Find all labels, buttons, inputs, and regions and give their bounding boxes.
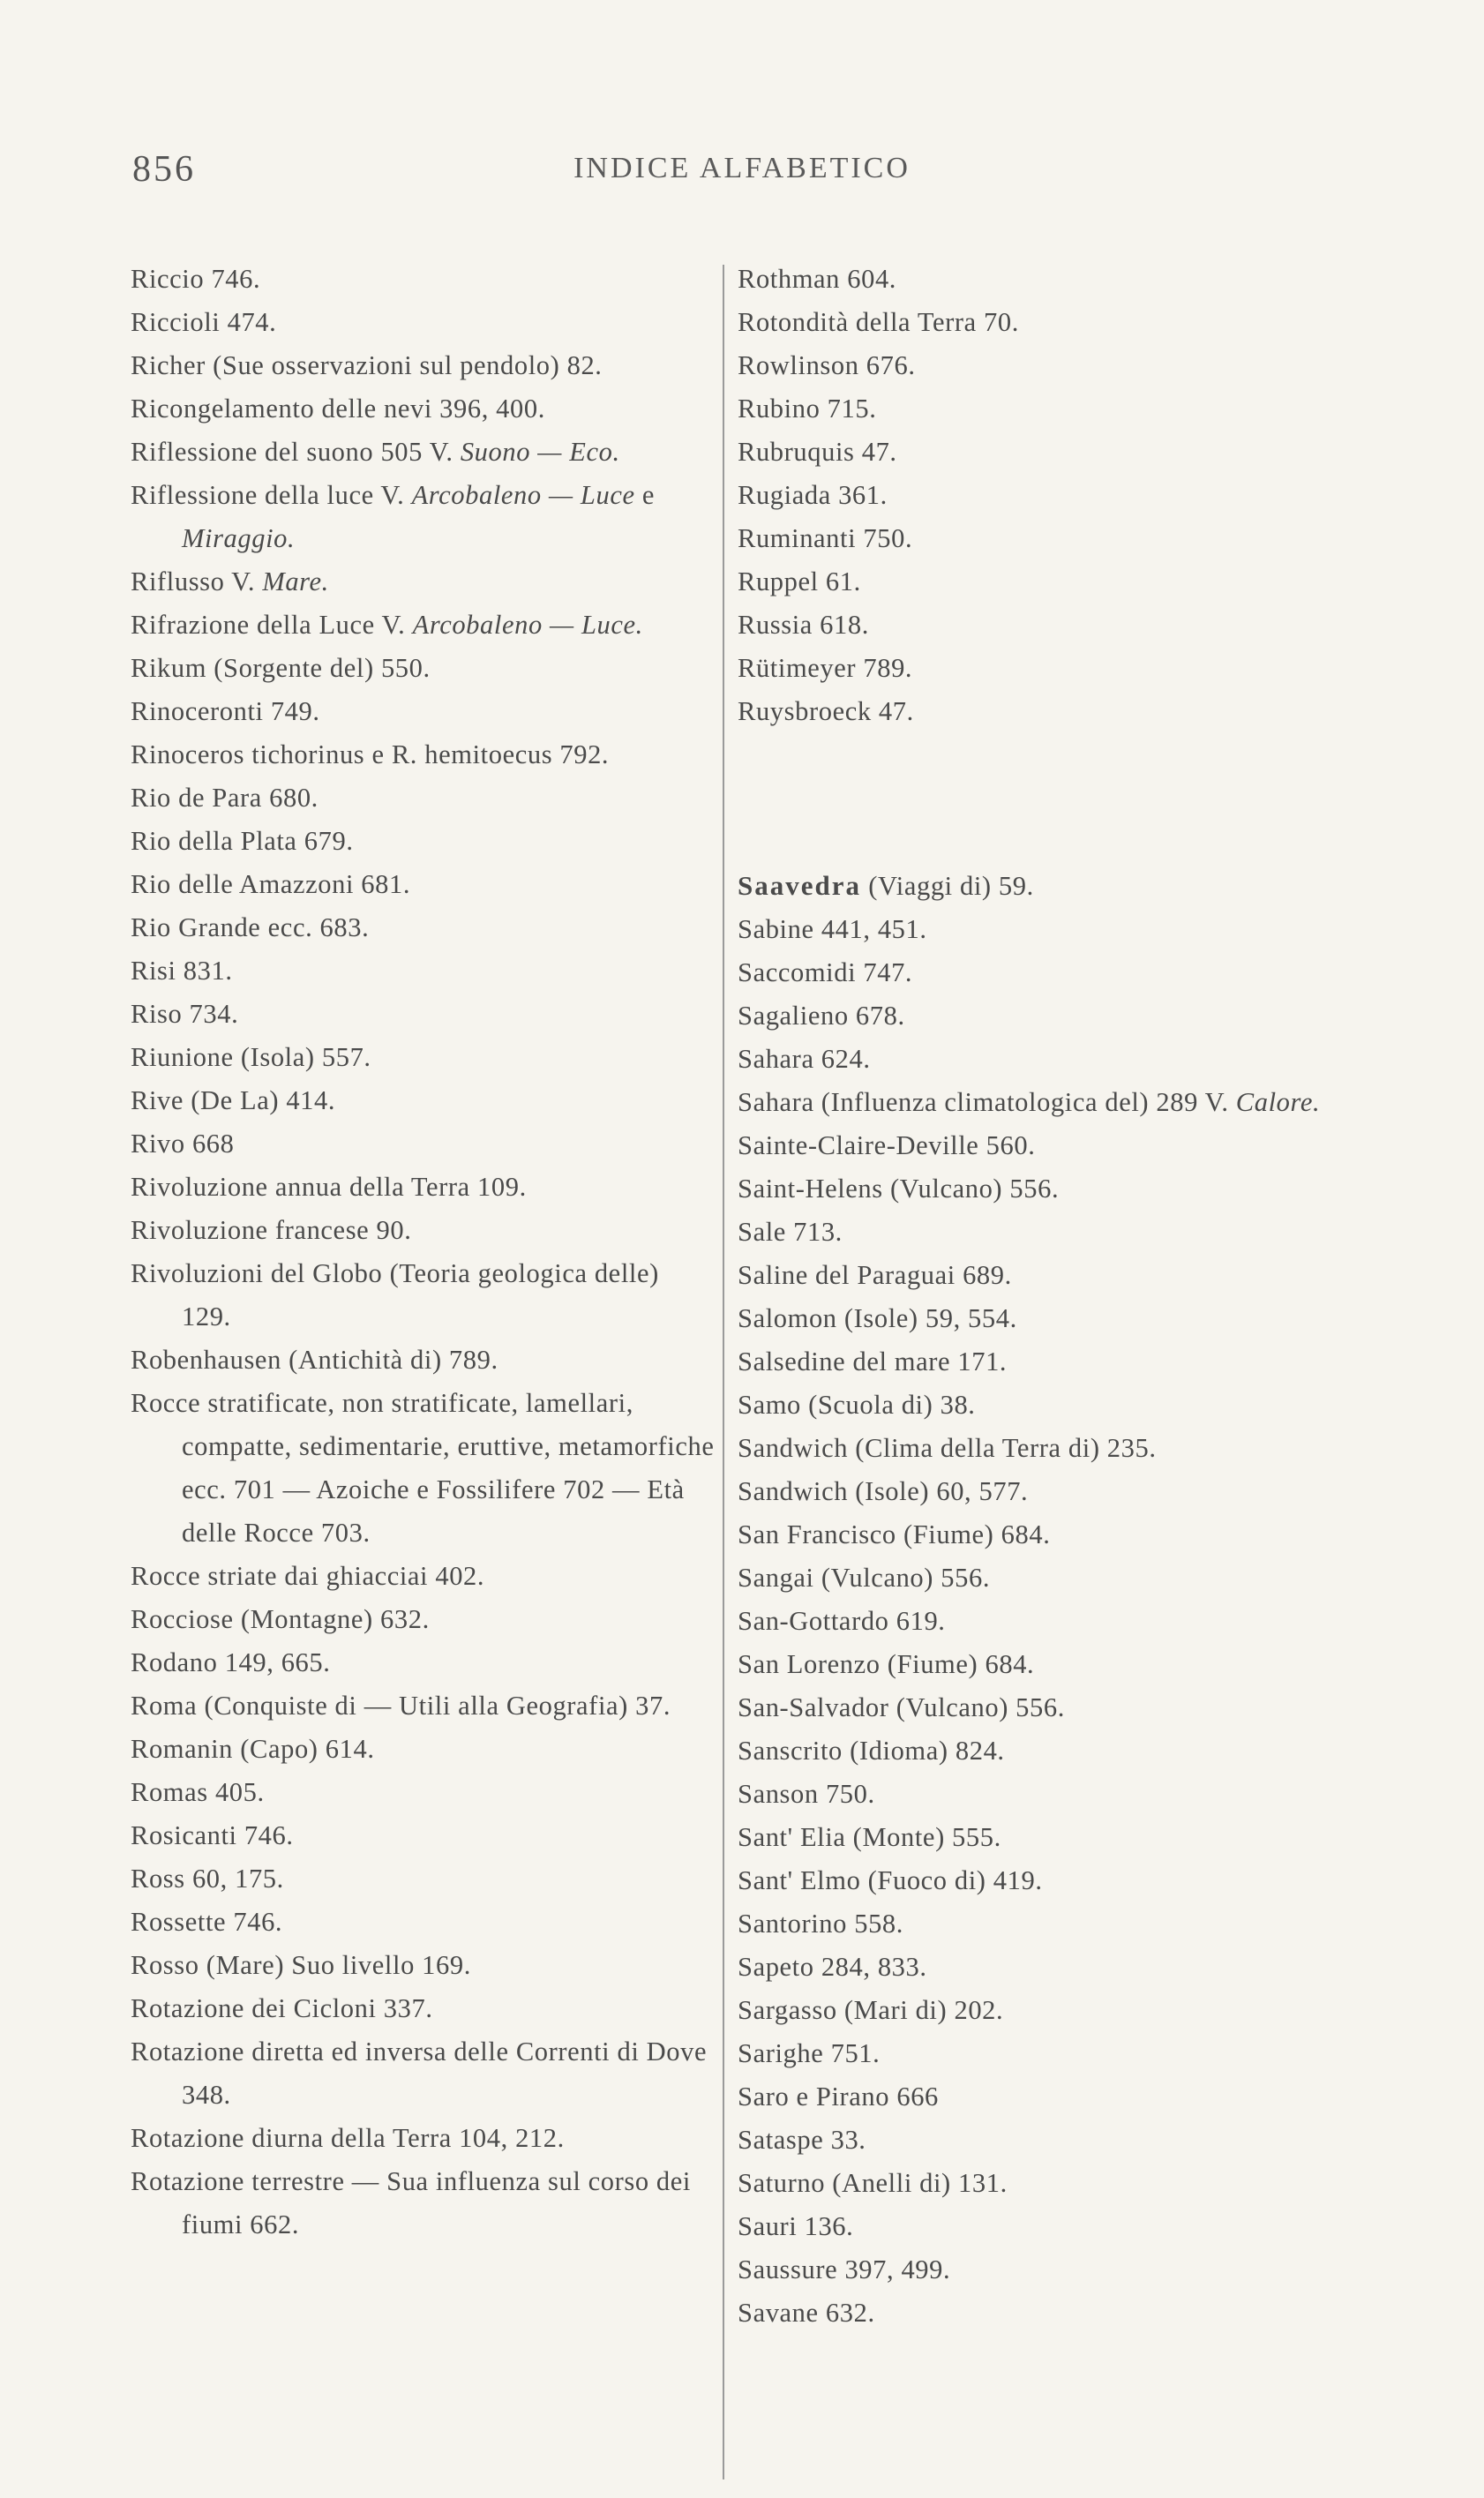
entry-text: Riccioli 474. [131, 307, 277, 337]
index-entry [738, 647, 1435, 690]
index-entry [738, 1773, 1435, 1816]
index-entry [738, 1340, 1435, 1384]
index-entry [131, 604, 715, 647]
entry-text: Sandwich (Clima della Terra di) 235. [738, 1433, 1157, 1463]
index-entry [738, 994, 1435, 1038]
entry-text: Ruminanti 750. [738, 523, 913, 553]
index-entry [131, 301, 715, 344]
entry-text: Rotazione terrestre — Sua influenza sul corso dei fiumi 662. [131, 2166, 691, 2239]
entry-text: Rubino 715. [738, 394, 877, 424]
index-entry [131, 1209, 715, 1252]
index-entry [738, 2075, 1435, 2119]
index-entry [738, 560, 1435, 604]
entry-text: Rikum (Sorgente del) 550. [131, 653, 431, 683]
index-entry [131, 1598, 715, 1641]
index-entry [738, 1600, 1435, 1643]
index-entry [131, 560, 715, 604]
index-entry [738, 301, 1435, 344]
entry-text: Romas 405. [131, 1777, 265, 1807]
entry-text: Salomon (Isole) 59, 554. [738, 1303, 1017, 1333]
index-entry [738, 1643, 1435, 1686]
index-entry [738, 1686, 1435, 1729]
entry-text: Riunione (Isola) 557. [131, 1042, 371, 1072]
entry-text: Rifrazione della Luce V. [131, 610, 413, 640]
index-entry [131, 1987, 715, 2030]
entry-text: Rio de Para 680. [131, 783, 319, 813]
entry-text: Ruysbroeck 47. [738, 696, 914, 726]
entry-text: Ross 60, 175. [131, 1864, 284, 1894]
entry-text: Saint-Helens (Vulcano) 556. [738, 1174, 1060, 1204]
index-entry [738, 1038, 1435, 1081]
entry-text: Ruppel 61. [738, 566, 861, 596]
index-entry [131, 1901, 715, 1944]
entry-text: Rive (De La) 414. [131, 1085, 336, 1115]
index-entry [738, 1902, 1435, 1946]
entry-text: Romanin (Capo) 614. [131, 1734, 375, 1764]
entry-text: Saturno (Anelli di) 131. [738, 2168, 1008, 2198]
index-entry [738, 1124, 1435, 1167]
index-entry [131, 2117, 715, 2160]
entry-text: Rubruquis 47. [738, 437, 897, 467]
index-entry [131, 820, 715, 863]
entry-text: Rossette 746. [131, 1907, 283, 1937]
index-entry [131, 1728, 715, 1771]
entry-text: Rotondità della Terra 70. [738, 307, 1019, 337]
index-entry [131, 949, 715, 993]
entry-text: Sanscrito (Idioma) 824. [738, 1736, 1005, 1766]
entry-text: Sanson 750. [738, 1779, 875, 1809]
entry-text: Riflessione della luce V. [131, 480, 412, 510]
index-entry [131, 2160, 715, 2247]
index-entry [738, 1816, 1435, 1859]
entry-text: Savane 632. [738, 2298, 875, 2328]
index-entry [131, 647, 715, 690]
index-entry [131, 906, 715, 949]
index-entry [131, 1252, 715, 1339]
entry-reference: Arcobaleno — Luce [411, 480, 635, 510]
index-entry [738, 1859, 1435, 1902]
entry-text: Rivoluzione annua della Terra 109. [131, 1172, 527, 1202]
index-entry [738, 517, 1435, 560]
entry-text: Sauri 136. [738, 2211, 854, 2241]
entry-text: Sale 713. [738, 1217, 843, 1247]
entry-text: Sargasso (Mari di) 202. [738, 1995, 1004, 2025]
index-entry [738, 2248, 1435, 2292]
index-entry [131, 1555, 715, 1598]
entry-text: Risi 831. [131, 956, 233, 986]
index-entry [131, 993, 715, 1036]
entry-text: Ricongelamento delle nevi 396, 400. [131, 394, 545, 424]
entry-text: Rothman 604. [738, 264, 897, 294]
entry-text: Rotazione diretta ed inversa delle Correnti di Dove 348. [131, 2037, 708, 2110]
index-entry [738, 344, 1435, 387]
index-entry [738, 1729, 1435, 1773]
entry-text: Sarighe 751. [738, 2038, 881, 2068]
entry-text: Sant' Elmo (Fuoco di) 419. [738, 1865, 1043, 1895]
index-entry [738, 2032, 1435, 2075]
entry-text: e [634, 480, 655, 510]
index-entry [131, 776, 715, 820]
index-entry [738, 864, 1435, 908]
entry-text: Saccomidi 747. [738, 957, 913, 987]
index-entry [738, 690, 1435, 733]
index-entry [738, 431, 1435, 474]
section-gap [738, 733, 1435, 864]
entry-text: Rinoceros tichorinus e R. hemitoecus 792. [131, 739, 610, 769]
entry-text: Sahara (Influenza climatologica del) 289 V. [738, 1087, 1236, 1117]
entry-text: Robenhausen (Antichità di) 789. [131, 1345, 498, 1375]
entry-text: Sapeto 284, 833. [738, 1952, 927, 1982]
entry-text: Rugiada 361. [738, 480, 888, 510]
index-entry [131, 387, 715, 431]
entry-text: Rocce striate dai ghiacciai 402. [131, 1561, 485, 1591]
index-entry [131, 431, 715, 474]
index-entry [738, 1989, 1435, 2032]
index-entry [131, 1339, 715, 1382]
entry-text: Rivoluzione francese 90. [131, 1215, 412, 1245]
index-entry [131, 1641, 715, 1684]
index-entry [738, 1946, 1435, 1989]
entry-text: Salsedine del mare 171. [738, 1347, 1008, 1377]
index-entry [131, 1036, 715, 1079]
entry-text: San-Salvador (Vulcano) 556. [738, 1692, 1065, 1722]
index-entry [738, 1470, 1435, 1513]
entry-text: Rowlinson 676. [738, 350, 916, 380]
index-entry [738, 474, 1435, 517]
entry-text: Riso 734. [131, 999, 239, 1029]
page-number: 856 [132, 149, 196, 190]
entry-text: Rio della Plata 679. [131, 826, 354, 856]
entry-text: Saussure 397, 499. [738, 2254, 951, 2284]
entry-text: Rio Grande ecc. 683. [131, 912, 370, 942]
index-entry [131, 863, 715, 906]
index-entry [738, 908, 1435, 951]
entry-reference: Miraggio. [182, 523, 296, 553]
index-entry [131, 733, 715, 776]
index-entry [738, 2162, 1435, 2205]
entry-text: Rivo 668 [131, 1129, 235, 1159]
index-entry [131, 690, 715, 733]
index-entry [131, 1079, 715, 1122]
entry-text: (Viaggi di) 59. [861, 871, 1034, 901]
entry-text: Rotazione diurna della Terra 104, 212. [131, 2123, 565, 2153]
entry-text: Rütimeyer 789. [738, 653, 913, 683]
entry-reference: Calore. [1235, 1087, 1321, 1117]
entry-text: Sant' Elia (Monte) 555. [738, 1822, 1001, 1852]
index-entry [738, 2205, 1435, 2248]
index-entry [738, 1211, 1435, 1254]
s-entries [738, 864, 1435, 2335]
entry-text: San Francisco (Fiume) 684. [738, 1519, 1051, 1549]
index-entry [738, 1513, 1435, 1557]
entry-text: Sabine 441, 451. [738, 914, 927, 944]
entry-text: Riflessione del suono 505 V. [131, 437, 461, 467]
entry-text: Sainte-Claire-Deville 560. [738, 1130, 1036, 1160]
index-entry [738, 1254, 1435, 1297]
left-column [131, 258, 715, 2247]
index-entry [131, 1684, 715, 1728]
index-entry [131, 1944, 715, 1987]
entry-text: Rosicanti 746. [131, 1820, 294, 1850]
entry-text: Rio delle Amazzoni 681. [131, 869, 411, 899]
index-entry [738, 1427, 1435, 1470]
column-rule [723, 265, 724, 2479]
entry-text: Santorino 558. [738, 1909, 904, 1939]
entry-text: San-Gottardo 619. [738, 1606, 946, 1636]
entry-text: Sagalieno 678. [738, 1001, 905, 1031]
index-entry [738, 1081, 1435, 1124]
index-entry [738, 604, 1435, 647]
index-entry [131, 258, 715, 301]
entry-text: Russia 618. [738, 610, 869, 640]
running-head: INDICE ALFABETICO [573, 152, 911, 184]
index-entry [131, 1382, 715, 1555]
right-column [738, 258, 1435, 2335]
index-entry [131, 2030, 715, 2117]
entry-text: Rodano 149, 665. [131, 1647, 331, 1677]
entry-text: Rosso (Mare) Suo livello 169. [131, 1950, 471, 1980]
entry-text: Sandwich (Isole) 60, 577. [738, 1476, 1029, 1506]
index-entry [131, 474, 715, 560]
entry-reference: Mare. [262, 566, 329, 596]
entry-text: Rinoceronti 749. [131, 696, 320, 726]
index-entry [738, 1384, 1435, 1427]
index-entry [131, 1814, 715, 1857]
entry-text: Sataspe 33. [738, 2125, 866, 2155]
index-entry [738, 1167, 1435, 1211]
entry-text: Rocce stratificate, non stratificate, lamellari, compatte, sedimentarie, eruttive, metamorfiche ecc. 701 — Azoiche e Fossilifere 702 — Età delle Rocce 703. [131, 1388, 715, 1548]
entry-text: Saline del Paraguai 689. [738, 1260, 1012, 1290]
index-entry [131, 1857, 715, 1901]
entry-text: San Lorenzo (Fiume) 684. [738, 1649, 1035, 1679]
entry-text: Rotazione dei Cicloni 337. [131, 1993, 433, 2023]
entry-reference: Arcobaleno — Luce. [412, 610, 643, 640]
entry-text: Sahara 624. [738, 1044, 871, 1074]
entry-text: Rocciose (Montagne) 632. [131, 1604, 430, 1634]
entry-text: Rivoluzioni del Globo (Teoria geologica delle) 129. [131, 1258, 659, 1332]
index-entry [131, 1771, 715, 1814]
entry-text: Sangai (Vulcano) 556. [738, 1563, 991, 1593]
entry-text: Samo (Scuola di) 38. [738, 1390, 976, 1420]
index-entry [738, 2119, 1435, 2162]
r-entries [738, 258, 1435, 733]
index-entry [738, 1557, 1435, 1600]
entry-text: Riccio 746. [131, 264, 261, 294]
index-entry [738, 258, 1435, 301]
index-entry [738, 387, 1435, 431]
entry-text: Richer (Sue osservazioni sul pendolo) 82. [131, 350, 603, 380]
section-heading-word: Saavedra [738, 870, 861, 901]
index-entry [738, 1297, 1435, 1340]
index-entry [738, 2292, 1435, 2335]
index-entry [131, 344, 715, 387]
index-entry [131, 1166, 715, 1209]
entry-text: Saro e Pirano 666 [738, 2082, 939, 2112]
index-entry [131, 1122, 715, 1166]
entry-text: Roma (Conquiste di — Utili alla Geografia) 37. [131, 1691, 671, 1721]
entry-reference: Suono — Eco. [460, 437, 620, 467]
entry-text: Riflusso V. [131, 566, 263, 596]
index-entry [738, 951, 1435, 994]
